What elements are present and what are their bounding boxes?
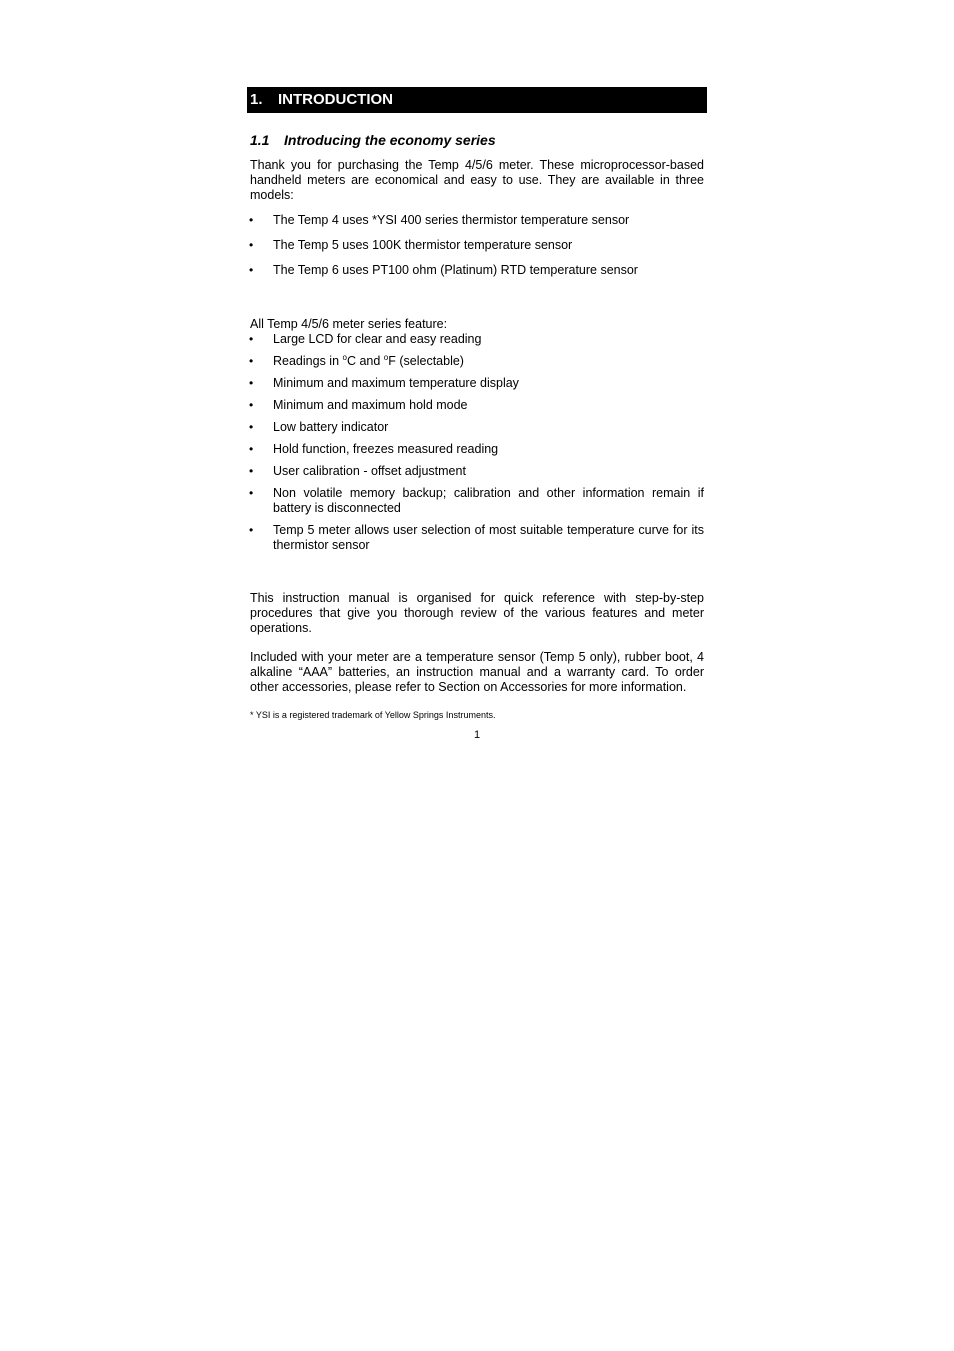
features-intro: All Temp 4/5/6 meter series feature: <box>250 317 448 331</box>
list-item: • Readings in $^o$C and $^o$F (selectable) <box>249 353 464 368</box>
list-item: • Low battery indicator <box>249 420 389 434</box>
degree-mark: o <box>342 353 347 362</box>
bullet-icon: • <box>249 354 254 368</box>
degree-mark: o <box>383 353 389 362</box>
bullet-icon: • <box>249 442 254 456</box>
bullet-icon: • <box>249 263 254 277</box>
list-item: • The Temp 5 uses 100K thermistor temperature sensor <box>249 238 573 252</box>
manual-paragraph: This instruction manual is organised for quick reference with step-by-step procedures that give you thorough review of the various features and meter operations. <box>250 591 704 635</box>
section-heading <box>247 87 707 113</box>
footnote: * YSI is a registered trademark of Yellow Springs Instruments. <box>250 710 496 720</box>
included-paragraph: Included with your meter are a temperature sensor (Temp 5 only), rubber boot, 4 alkaline “AAA” batteries, an instruction manual and a warranty card. To order other accessories, please refer to Section on Accessories for more information. <box>250 650 704 694</box>
list-item: • The Temp 6 uses PT100 ohm (Platinum) RTD temperature sensor <box>249 263 638 277</box>
list-item: • The Temp 4 uses *YSI 400 series thermistor temperature sensor <box>249 213 630 227</box>
page-number: 1 <box>473 729 481 741</box>
bullet-icon: • <box>249 486 254 500</box>
bullet-icon: • <box>249 238 254 252</box>
list-item: • Hold function, freezes measured reading <box>249 442 499 456</box>
bullet-icon: • <box>249 376 254 390</box>
models-list <box>247 213 707 278</box>
subsection-title: Introducing the economy series <box>284 132 496 148</box>
intro-paragraph: Thank you for purchasing the Temp 4/5/6 meter. These microprocessor-based handheld meters are economical and easy to use. They are available in three models: <box>250 158 704 202</box>
list-item: • Non volatile memory backup; calibration and other information remain if battery is disconnected <box>249 486 704 515</box>
bullet-icon: • <box>249 213 254 227</box>
section-title: INTRODUCTION <box>278 91 393 108</box>
list-item: • Minimum and maximum temperature display <box>249 376 519 390</box>
bullet-icon: • <box>249 398 254 412</box>
subsection-number: 1.1 <box>250 132 270 148</box>
list-item: • Temp 5 meter allows user selection of most suitable temperature curve for its thermistor sensor <box>249 523 704 552</box>
bullet-icon: • <box>249 420 254 434</box>
list-item: • Minimum and maximum hold mode <box>249 398 468 412</box>
subsection-heading <box>247 131 707 149</box>
list-item: • User calibration - offset adjustment <box>249 464 466 478</box>
section-number: 1. <box>250 91 263 108</box>
features-list <box>247 332 707 553</box>
bullet-icon: • <box>249 464 254 478</box>
bullet-icon: • <box>249 332 254 346</box>
manual-page <box>247 87 707 741</box>
bullet-icon: • <box>249 523 254 537</box>
list-item: • Large LCD for clear and easy reading <box>249 332 482 346</box>
